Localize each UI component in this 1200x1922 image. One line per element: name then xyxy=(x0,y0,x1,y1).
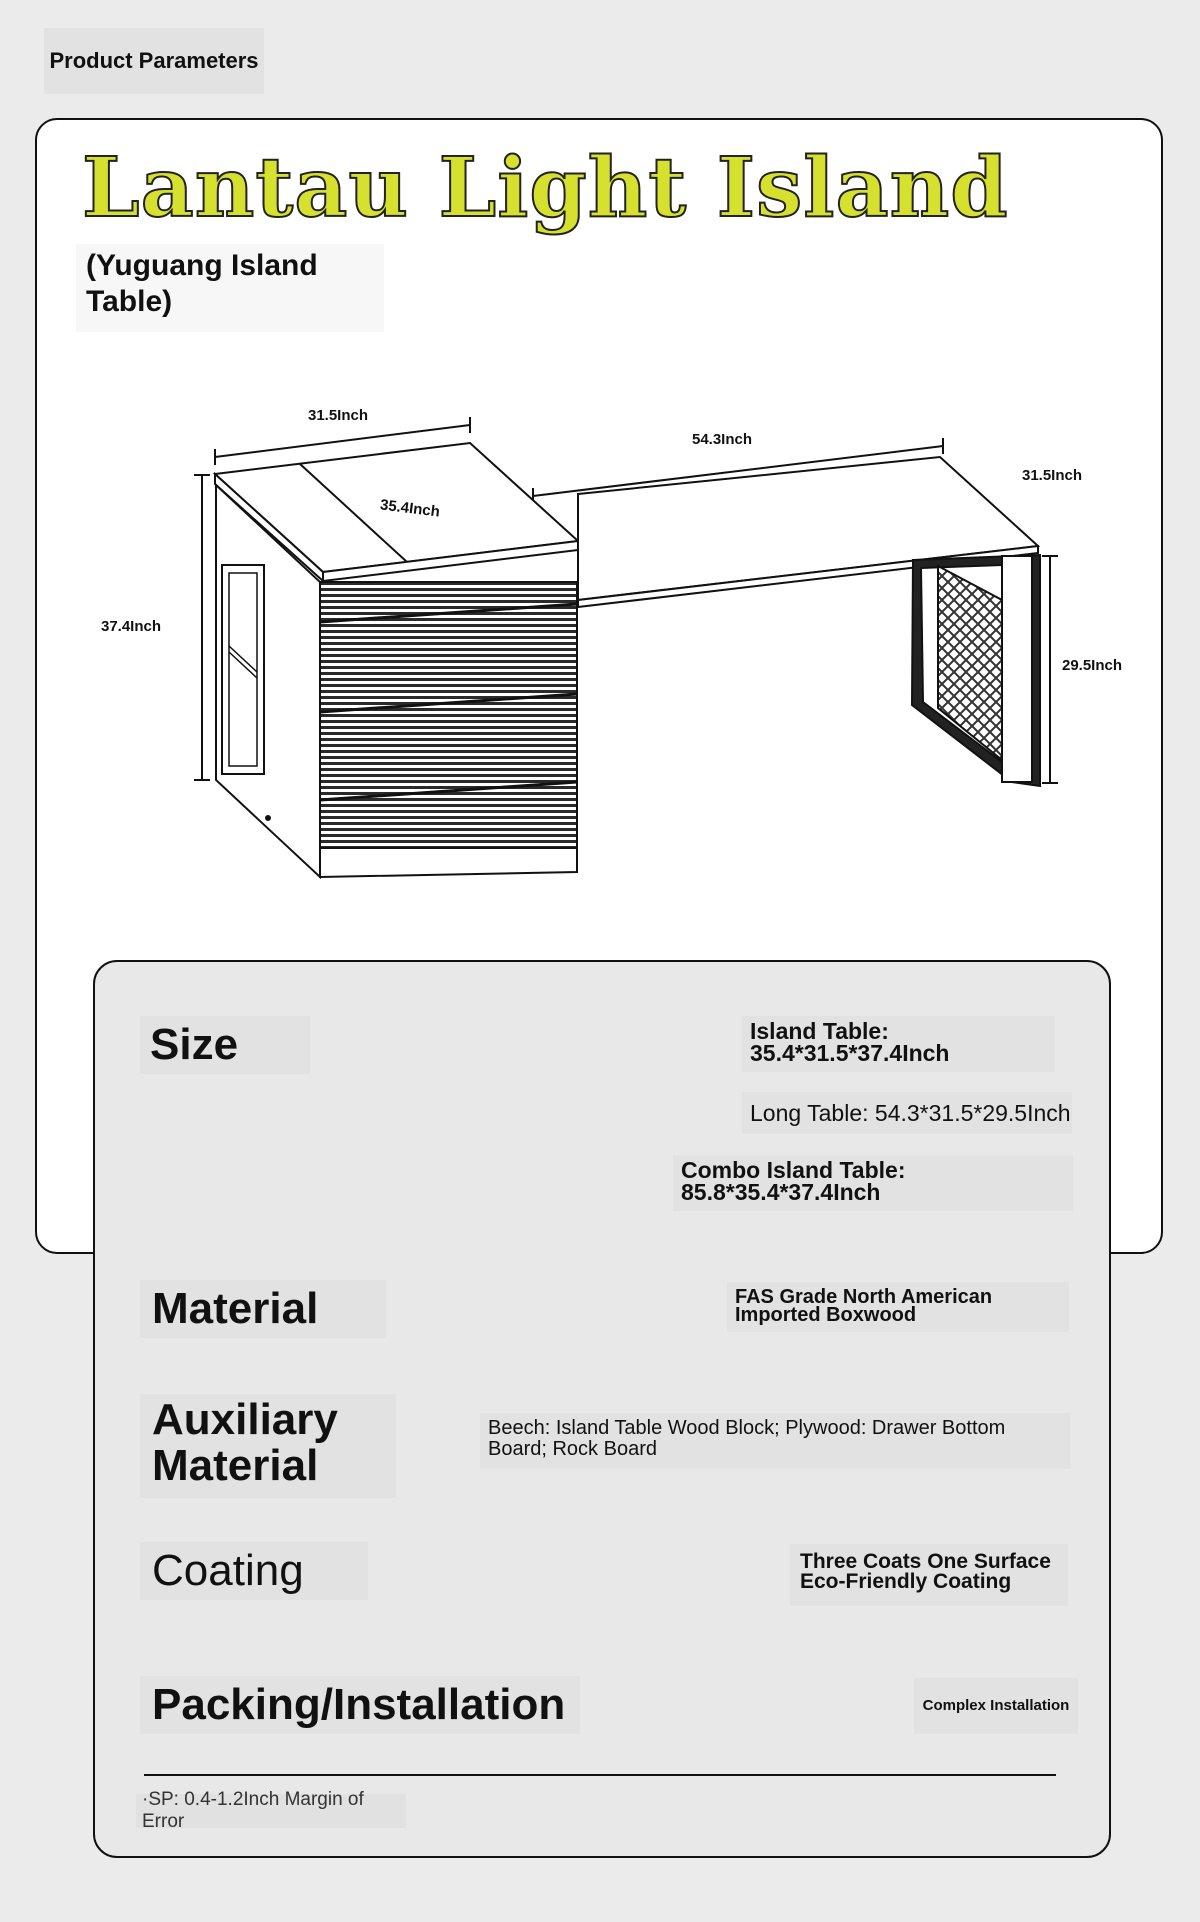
material-value: FAS Grade North American Imported Boxwood xyxy=(727,1282,1069,1332)
packing-installation-label: Packing/Installation xyxy=(140,1676,580,1734)
long-depth-label: 31.5Inch xyxy=(1021,467,1083,484)
long-length-label: 54.3Inch xyxy=(691,431,753,448)
product-title: Lantau Light Island xyxy=(82,140,1009,236)
size-combo-label: Combo Island Table: xyxy=(681,1157,906,1183)
size-island-label: Island Table: xyxy=(750,1018,889,1044)
long-height-label: 29.5Inch xyxy=(1061,657,1123,674)
packing-installation-value: Complex Installation xyxy=(914,1678,1078,1734)
island-height-label: 37.4Inch xyxy=(100,618,162,635)
coating-label: Coating xyxy=(140,1542,368,1600)
coating-value: Three Coats One Surface Eco-Friendly Coating xyxy=(790,1544,1068,1606)
island-width-label: 31.5Inch xyxy=(307,407,369,424)
section-tag-label: Product Parameters xyxy=(49,48,259,73)
auxiliary-material-value: Beech: Island Table Wood Block; Plywood: Drawer Bottom Board; Rock Board xyxy=(480,1413,1070,1469)
product-line-drawing xyxy=(0,380,1200,900)
footer-divider xyxy=(144,1774,1056,1776)
size-combo-value xyxy=(673,1155,1073,1211)
island-depth-label: 35.4Inch xyxy=(379,496,441,521)
material-label: Material xyxy=(140,1280,386,1338)
size-island-dims: 35.4*31.5*37.4Inch xyxy=(750,1040,950,1066)
size-combo-dims: 85.8*35.4*37.4Inch xyxy=(681,1179,881,1205)
auxiliary-label-line1: Auxiliary xyxy=(152,1395,338,1444)
product-subtitle: (Yuguang Island Table) xyxy=(76,244,384,332)
margin-of-error-note: ·SP: 0.4-1.2Inch Margin of Error xyxy=(136,1794,406,1828)
long-table xyxy=(578,457,1040,786)
auxiliary-label-line2: Material xyxy=(152,1441,319,1490)
size-long-value: Long Table: 54.3*31.5*29.5Inch xyxy=(742,1092,1072,1134)
size-island-value xyxy=(742,1016,1055,1072)
auxiliary-material-label xyxy=(140,1394,396,1498)
section-tag xyxy=(44,28,264,94)
size-label: Size xyxy=(140,1016,310,1074)
